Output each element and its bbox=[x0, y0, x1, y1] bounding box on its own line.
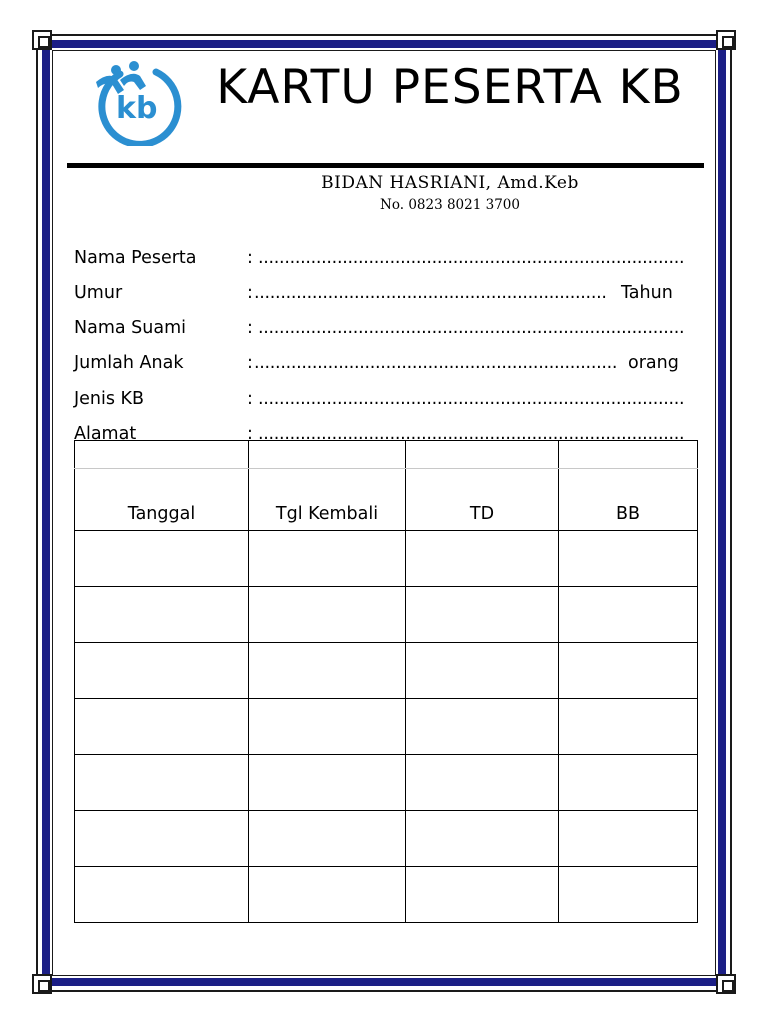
table-cell[interactable] bbox=[75, 811, 249, 867]
table-row bbox=[75, 643, 698, 699]
table-cell[interactable] bbox=[559, 587, 698, 643]
corner-ornament-bottom-left bbox=[32, 974, 52, 994]
field-label: Umur bbox=[74, 283, 123, 303]
table-cell[interactable] bbox=[249, 643, 406, 699]
table-row bbox=[75, 755, 698, 811]
table-cell[interactable] bbox=[75, 755, 249, 811]
field-label: Jenis KB bbox=[74, 389, 145, 409]
field-label: Nama Peserta bbox=[74, 248, 197, 268]
table-cell[interactable] bbox=[559, 643, 698, 699]
field-label: Nama Suami bbox=[74, 318, 186, 338]
table-cell[interactable] bbox=[249, 699, 406, 755]
table-cell[interactable] bbox=[406, 755, 559, 811]
page-title: KARTU PESERTA KB bbox=[216, 60, 684, 115]
table-cell[interactable] bbox=[249, 867, 406, 923]
table-row bbox=[75, 811, 698, 867]
table-row bbox=[75, 867, 698, 923]
corner-ornament-top-right bbox=[716, 30, 736, 50]
table-row bbox=[75, 531, 698, 587]
table-cell[interactable] bbox=[249, 531, 406, 587]
table-cell[interactable] bbox=[406, 531, 559, 587]
table-cell[interactable] bbox=[559, 531, 698, 587]
column-header-tgl-kembali: Tgl Kembali bbox=[249, 469, 406, 531]
table-cell[interactable] bbox=[559, 811, 698, 867]
field-colon: : bbox=[247, 389, 253, 409]
fill-in-line[interactable]: ................................................................... bbox=[254, 283, 607, 303]
fill-in-line[interactable]: ................................................................................. bbox=[258, 318, 685, 338]
field-colon: : bbox=[247, 283, 253, 303]
corner-ornament-top-left bbox=[32, 30, 52, 50]
table-cell[interactable] bbox=[406, 643, 559, 699]
table-cell[interactable] bbox=[75, 867, 249, 923]
table-header-row bbox=[75, 469, 698, 531]
corner-ornament-bottom-right bbox=[716, 974, 736, 994]
field-unit: Tahun bbox=[621, 283, 673, 303]
fill-in-line[interactable]: ................................................................................. bbox=[258, 248, 685, 268]
table-cell[interactable] bbox=[559, 699, 698, 755]
column-header-td: TD bbox=[406, 469, 559, 531]
field-colon: : bbox=[247, 248, 253, 268]
table-cell[interactable] bbox=[75, 643, 249, 699]
kb-logo bbox=[90, 60, 186, 146]
table-cell[interactable] bbox=[559, 755, 698, 811]
table-row bbox=[75, 699, 698, 755]
header-divider bbox=[67, 163, 704, 168]
table-cell[interactable] bbox=[249, 811, 406, 867]
table-cell[interactable] bbox=[75, 531, 249, 587]
column-header-bb: BB bbox=[559, 469, 698, 531]
visit-log-table bbox=[74, 440, 698, 923]
table-cell[interactable] bbox=[559, 867, 698, 923]
table-spacer-row bbox=[75, 441, 698, 469]
field-colon: : bbox=[247, 424, 253, 444]
table-cell[interactable] bbox=[406, 587, 559, 643]
fill-in-line[interactable]: ..................................................................... bbox=[254, 353, 618, 373]
table-cell[interactable] bbox=[249, 755, 406, 811]
table-cell[interactable] bbox=[75, 587, 249, 643]
field-label: Jumlah Anak bbox=[74, 353, 184, 373]
table-cell[interactable] bbox=[249, 587, 406, 643]
field-colon: : bbox=[247, 318, 253, 338]
table-cell[interactable] bbox=[406, 811, 559, 867]
logo-text: kb bbox=[116, 91, 158, 126]
table-cell[interactable] bbox=[406, 867, 559, 923]
fill-in-line[interactable]: ................................................................................. bbox=[258, 424, 685, 444]
fill-in-line[interactable]: ................................................................................. bbox=[258, 389, 685, 409]
midwife-name: BIDAN HASRIANI, Amd.Keb bbox=[321, 173, 579, 193]
table-cell[interactable] bbox=[75, 699, 249, 755]
table-row bbox=[75, 587, 698, 643]
field-colon: : bbox=[247, 353, 253, 373]
table-cell[interactable] bbox=[406, 699, 559, 755]
field-unit: orang bbox=[628, 353, 679, 373]
field-label: Alamat bbox=[74, 424, 137, 444]
phone-number: No. 0823 8021 3700 bbox=[380, 197, 520, 213]
column-header-tanggal: Tanggal bbox=[75, 469, 249, 531]
